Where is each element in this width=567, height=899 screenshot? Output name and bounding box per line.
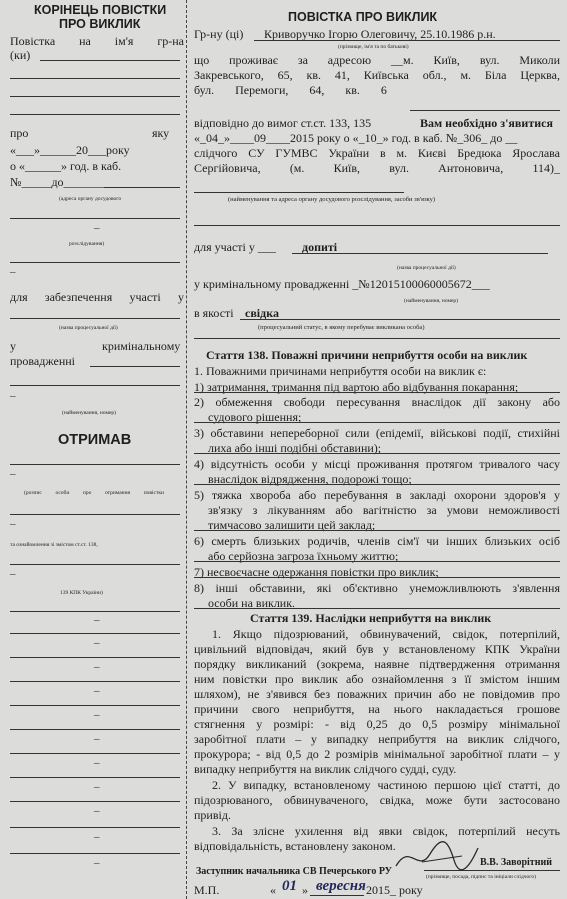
stub-dash: – (94, 831, 100, 843)
stub-line (10, 464, 180, 465)
stub-nazva-dii: (назва процесуальної дії) (59, 325, 118, 331)
stub-time-line: о «______» год. в каб. (10, 159, 122, 173)
article-139-line-7: стягнення у розмірі: - від 0,25 до 0,5 розміру мінімальної (194, 717, 560, 731)
article-138-rule (194, 422, 560, 423)
stub-dash: – (94, 733, 100, 745)
case-number-line: у кримінальному провадженні _№12015100060005672___ (194, 277, 490, 291)
article-138-rule (194, 453, 560, 454)
section-separator (194, 338, 560, 339)
stub-line (90, 366, 180, 367)
status-line (240, 319, 560, 320)
mp-label: М.П. (194, 883, 220, 897)
stub-line (10, 853, 180, 854)
article-138-p3a: 3) обставини непереборної сили (епідемії, військові події, стихійні (194, 426, 560, 440)
article-139-line-3: порядку викликаний (зокрема, наявне підтвердження отримання (194, 657, 560, 671)
date-month: вересня (316, 878, 366, 894)
article-139-line-11: 2. У випадку, встановленому частиною першою цієї статті, до (212, 778, 560, 792)
stub-organ-note: (адреса органу досудового (59, 196, 122, 202)
article-138-rule (194, 392, 560, 393)
stub-line (10, 114, 180, 115)
article-139-line-5: шляхом), не з'явився без поважних причин або не повідомив про (194, 687, 560, 701)
article-139-line-4: ним повістки про виклик або ознайомлення з її змістом іншим (194, 672, 560, 686)
procedural-action-line (292, 253, 548, 254)
article-139-line-14: 3. За злісне ухилення від явки свідок, потерпілий несуть (212, 824, 560, 838)
vidpovidno-text: відповідно до вимог ст.ст. 133, 135 (194, 116, 372, 130)
article-138-p5b: зв'язку з лікуванням або вагітністю за умови неможливості (208, 503, 560, 517)
article-138-p0: 1. Поважними причинами неприбуття особи на виклик є: (194, 364, 487, 378)
stub-line (10, 633, 180, 634)
signer-note: (прізвище, посада, підпис та ініціали слідчого) (426, 874, 536, 880)
stub-pro: про (10, 126, 29, 140)
article-138-p4a: 4) відсутність особи у місці проживання протягом тривалого часу (194, 457, 560, 471)
v-yakosti-label: в якості (194, 306, 234, 320)
stub-line (10, 78, 180, 79)
stub-naimenuvannia: (найменування, номер) (62, 410, 116, 416)
article-138-rule (194, 577, 560, 578)
stub-line (10, 777, 180, 778)
article-138-p3b: лиха або інші подібні обставини); (208, 441, 382, 455)
procedural-status: свідка (245, 306, 279, 320)
article-139-line-13: привід. (194, 808, 231, 822)
article-138-p6b: або серйозна загроза їхньому життю; (208, 549, 399, 563)
appointment-date-line: «_04_»____09____2015 року о «_10_» год. в каб. №_306_ до __ (194, 131, 518, 145)
summons-title: ПОВІСТКА ПРО ВИКЛИК (288, 10, 438, 24)
date-close-quote: » (302, 883, 308, 897)
stub-line (40, 60, 180, 61)
stub-date-line: «___»______20___року (10, 143, 130, 157)
procedural-action: допиті (302, 240, 338, 254)
dlia-uchasti-label: для участі у ___ (194, 240, 276, 254)
summons-column (192, 0, 564, 899)
tear-line (186, 0, 187, 899)
stub-pidpys-2: та ознайомлення зі змістом ст.ст. 138, (10, 542, 98, 548)
article-139-line-8: заробітної плати – у випадку неприбуття на виклик слідчого, (194, 732, 560, 746)
stub-dash: – (94, 805, 100, 817)
article-139-line-2: цивільний відповідач, який був у встановленому КПК України (194, 642, 560, 656)
stub-dash: – (10, 518, 16, 530)
article-139-line-10: випадку неприбуття на виклик слідчого судді, суду. (194, 762, 457, 776)
stub-line (10, 827, 180, 828)
stub-line (10, 514, 180, 515)
stub-provadzhenni: провадженні (10, 354, 75, 368)
signature-mark (392, 836, 482, 876)
date-open-quote: « (270, 883, 276, 897)
article-138-p2a: 2) обмеження свободи пересування внаслідок дії закону або (194, 395, 560, 409)
stub-povistka-line: Повістка на ім'я гр-на (10, 34, 184, 48)
article-139-line-15: відповідальність, встановлену законом. (194, 839, 396, 853)
article-139-line-12: підозрюваного, обвинуваченого, свідка, може бути застосовано (194, 793, 560, 807)
article-139-line-9: прокурора; - від 0,5 до 2 розмірів мінімальної заробітної плати – у (194, 747, 560, 761)
article-138-p6a: 6) смерть близьких родичів, членів сім'ї чи інших близьких осіб (194, 534, 560, 548)
stub-line (10, 657, 180, 658)
organ-line (194, 192, 404, 193)
vam-neobhidno: Вам необхідно з'явитися (420, 116, 553, 130)
stub-line (10, 611, 180, 612)
address-line-2: Закревського, 65, кв. 41, Київська обл., м. Біла Церква, (194, 68, 560, 82)
stub-line (10, 681, 180, 682)
nazva-dii-note: (назва процесуальної дії) (397, 265, 456, 271)
organ-line (194, 225, 560, 226)
article-138-p7: 7) несвоєчасне одержання повістки про виклик; (194, 565, 439, 579)
article-138-rule (194, 608, 560, 609)
article-139-line-6: причини свого неприбуття, на нього накладається грошове (194, 702, 560, 716)
stub-dash: – (10, 266, 16, 278)
article-138-p5c: тимчасово залишити цей заклад; (208, 518, 376, 532)
article-138-title: Стаття 138. Поважні причини неприбуття особи на виклик (206, 348, 528, 362)
stub-line (10, 753, 180, 754)
stub-rozsliduvannia: розслідування) (69, 241, 105, 247)
stub-line (104, 187, 180, 188)
stub-ki: (ки) (10, 48, 31, 62)
stub-dash: – (10, 568, 16, 580)
stub-dash: – (94, 685, 100, 697)
article-138-p2b: судового рішення; (208, 410, 302, 424)
stub-line (10, 729, 180, 730)
stub-yaku: яку (152, 126, 170, 140)
stub-dash: – (94, 222, 100, 234)
stub-line (10, 564, 180, 565)
stub-dash: – (94, 857, 100, 869)
stub-line (10, 262, 180, 263)
signer-name: В.В. Заворітний (480, 857, 552, 868)
stub-title-2: ПРО ВИКЛИК (59, 17, 141, 31)
name-line (254, 40, 560, 41)
grnu-label: Гр-ну (ці) (194, 27, 244, 41)
investigator-line-2: Сергійовича, (м. Київ, вул. Антоновича, 114)_ (194, 161, 560, 175)
stub-dash: – (94, 614, 100, 626)
stub-line (10, 705, 180, 706)
article-138-p1: 1) затримання, тримання під вартою або відбування покарання; (194, 380, 519, 394)
article-138-p4b: внаслідок відрядження, подорожі тощо; (208, 472, 412, 486)
stub-dash: – (10, 390, 16, 402)
article-138-rule (194, 561, 560, 562)
deputy-head-label: Заступник начальника СВ Печерського РУ (196, 866, 393, 877)
stub-dash: – (94, 781, 100, 793)
article-138-rule (194, 530, 560, 531)
stub-column (4, 0, 186, 899)
stub-title-1: КОРІНЕЦЬ ПОВІСТКИ (34, 3, 167, 17)
stub-room-line: №_____до_______ (10, 175, 106, 189)
stub-dash: – (10, 468, 16, 480)
address-line (410, 110, 560, 111)
stub-dash: – (94, 709, 100, 721)
stub-dash: – (94, 661, 100, 673)
stub-pidpys-1: (розпис особи про отримання повістки (24, 490, 164, 496)
organ-note: (найменування та адреса органу досудового розслідування, засоби зв'язку) (228, 196, 436, 203)
name-note: (прізвище, ім'я та по батькові) (338, 44, 409, 50)
stub-line (10, 318, 180, 319)
addressee-name: Криворучко Ігорю Олеговичу, 25.10.1986 р.н. (264, 27, 496, 41)
stub-line (10, 801, 180, 802)
date-day: 01 (282, 878, 297, 894)
article-138-p8b: особи на виклик. (208, 596, 296, 610)
address-line-1: що проживає за адресою __м. Київ, вул. Миколи (194, 53, 560, 67)
stub-u: у (10, 339, 16, 353)
article-139-line-1: 1. Якщо підозрюваний, обвинувачений, свідок, потерпілий, (212, 627, 560, 641)
stub-line (10, 96, 180, 97)
article-138-rule (194, 484, 560, 485)
article-138-p5a: 5) тяжка хвороба або перебування в закладі охорони здоров'я у (194, 488, 560, 502)
article-138-p8a: 8) інші обставини, які об'єктивно унеможливлюють з'явлення (194, 581, 560, 595)
stub-pidpys-3: 139 КПК України) (60, 590, 103, 596)
case-number-note: (найменування, номер) (404, 298, 458, 304)
stub-line (10, 385, 180, 386)
date-year: 2015_ року (366, 883, 423, 897)
stub-otrymav: ОТРИМАВ (58, 432, 132, 448)
stub-dlia-zabezp: для забезпечення участі у (10, 290, 184, 304)
date-month-line (310, 895, 364, 896)
status-note: (процесуальний статус, в якому перебуває викликана особа) (258, 324, 425, 331)
stub-line (10, 218, 180, 219)
investigator-line-1: слідчого СУ ГУМВС України в м. Києві Бредюка Ярослава (194, 146, 560, 160)
stub-kryminalnomu: кримінальному (102, 339, 181, 353)
address-line-3: бул. Перемоги, 64, кв. 6 (194, 83, 387, 97)
stub-dash: – (94, 757, 100, 769)
stub-dash: – (94, 637, 100, 649)
article-139-title: Стаття 139. Наслідки неприбуття на виклик (250, 611, 492, 625)
